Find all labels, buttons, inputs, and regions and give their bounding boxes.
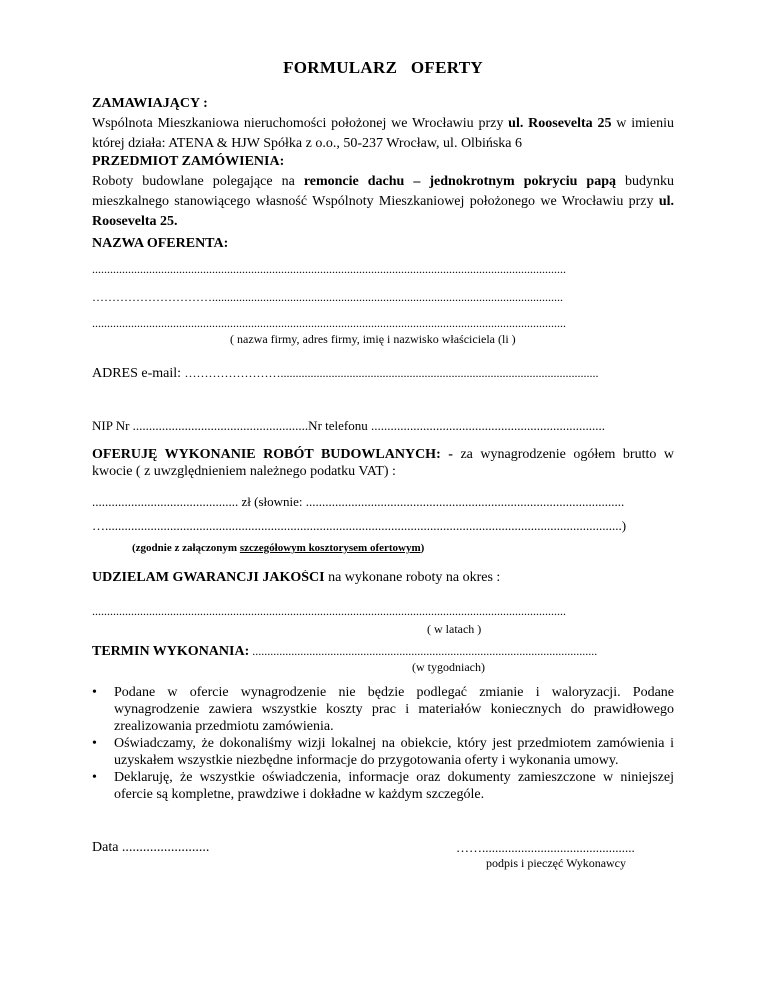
przedmiot-section <box>92 152 674 232</box>
declaration-text: Oświadczamy, że dokonaliśmy wizji lokalnej na obiekcie, który jest przedmiotem zamówienia i uzyskałem wszystkie niezbędne informacje do przygotowania oferty i wykonania umowy. <box>114 736 674 768</box>
kosztorys-note-pre: (zgodnie z załączonym <box>132 542 240 554</box>
termin-row <box>92 644 674 660</box>
gwarancja-row <box>92 570 674 586</box>
nip-phone-row[interactable]: NIP Nr ......................................................Nr telefonu ........................................................................ <box>92 418 605 433</box>
termin-caption: (w tygodniach) <box>412 660 485 674</box>
kosztorys-note-underlined: szczegółowym kosztorysem ofertowym <box>239 542 421 554</box>
gwarancja-heading: UDZIELAM GWARANCJI JAKOŚCI <box>92 570 325 585</box>
signature-caption: podpis i pieczęć Wykonawcy <box>486 856 627 870</box>
list-item <box>92 769 674 803</box>
list-item <box>92 735 674 769</box>
oferent-heading: NAZWA OFERENTA: <box>92 236 229 251</box>
oferuje-section <box>92 446 674 480</box>
zamawiajacy-text-2: w imieniu której działa: ATENA & HJW Spółka z o.o., 50-237 Wrocław, ul. Olbińska 6 <box>92 116 674 151</box>
signature-field[interactable]: ……............................................... <box>456 840 635 855</box>
przedmiot-bold: remoncie dachu – jednokrotnym pokryciu papą <box>303 174 616 189</box>
gwarancja-text: na wykonane roboty na okres : <box>324 570 501 585</box>
oferuje-heading: OFERUJĘ WYKONANIE ROBÓT BUDOWLANYCH: - <box>92 447 453 462</box>
bullet-icon: • <box>92 770 97 785</box>
zamawiajacy-section <box>92 94 674 154</box>
bullet-icon: • <box>92 685 97 700</box>
date-field[interactable]: Data ......................... <box>92 840 210 855</box>
termin-field[interactable]: ................................................................................................................... <box>249 644 598 658</box>
kosztorys-note <box>132 542 424 554</box>
zamawiajacy-text: Wspólnota Mieszkaniowa nieruchomości położonej we Wrocławiu przy <box>92 116 509 131</box>
slownie-field[interactable]: …...............................................................................................................................................................) <box>92 518 627 533</box>
page-title: FORMULARZ OFERTY <box>283 58 483 77</box>
gwarancja-caption: ( w latach ) <box>427 622 482 636</box>
oferent-caption: ( nazwa firmy, adres firmy, imię i nazwisko właściciela (li ) <box>230 332 516 346</box>
email-row <box>92 366 674 382</box>
oferent-line-2[interactable]: …………………………..................................................................................................................... <box>92 290 563 304</box>
oferent-line-3[interactable]: .............................................................................................................................................................. <box>92 316 566 330</box>
bullet-icon: • <box>92 736 97 751</box>
przedmiot-text: Roboty budowlane polegające na <box>92 174 304 189</box>
oferuje-text: za wynagrodzenie ogółem brutto w kwocie ( z uwzględnieniem należnego podatku VAT) : <box>92 447 674 479</box>
email-label: ADRES e-mail: <box>92 366 182 381</box>
zamawiajacy-heading: ZAMAWIAJĄCY : <box>92 96 208 111</box>
przedmiot-text-2: budynku mieszkalnego stanowiącego własność Wspólnoty Mieszkaniowej położonego we Wrocławiu przy <box>92 174 675 209</box>
zamawiajacy-address: ul. Roosevelta 25 <box>508 116 612 131</box>
termin-heading: TERMIN WYKONANIA: <box>92 644 250 659</box>
declaration-text: Deklaruję, że wszystkie oświadczenia, informacje oraz dokumenty zamieszczone w niniejszej ofercie są kompletne, prawdziwe i dokładne w każdym szczególe. <box>114 770 674 802</box>
declaration-text: Podane w ofercie wynagrodzenie nie będzie podlegać zmianie i waloryzacji. Podane wynagrodzenie zawiera wszystkie koszty prac i materiałów koniecznych do prawidłowego zrealizowania przedmiotu zamówienia. <box>114 685 674 734</box>
kosztorys-note-post: ) <box>420 542 425 554</box>
oferent-line-1[interactable]: .............................................................................................................................................................. <box>92 262 566 276</box>
przedmiot-heading: PRZEDMIOT ZAMÓWIENIA: <box>92 154 285 169</box>
declarations-list <box>92 684 674 803</box>
przedmiot-address: ul. Roosevelta 25. <box>92 194 674 229</box>
kwota-field[interactable]: ............................................. zł (słownie: .................................................................................................. <box>92 494 625 509</box>
gwarancja-field[interactable]: .............................................................................................................................................................. <box>92 604 566 618</box>
list-item <box>92 684 674 735</box>
email-field[interactable]: …………………….......................................................................................................... <box>184 366 599 380</box>
